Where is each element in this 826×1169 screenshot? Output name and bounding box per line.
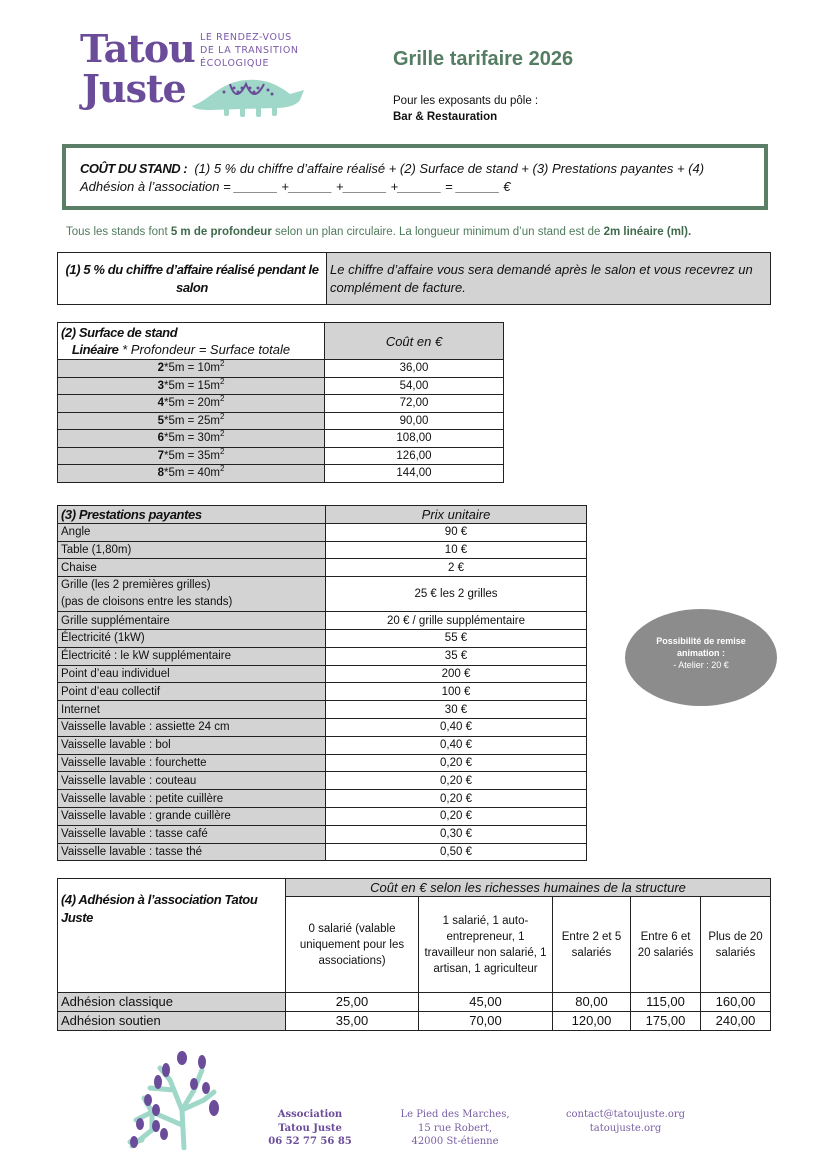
tree-illustration-icon xyxy=(122,1050,222,1150)
logo-tagline: LE RENDEZ-VOUS DE LA TRANSITION ÉCOLOGIQUE xyxy=(200,32,299,69)
cost-formula-box xyxy=(62,144,768,210)
pole-name: Bar & Restauration xyxy=(393,111,498,123)
table-row: Angle 90 € xyxy=(58,523,587,541)
services-header: (3) Prestations payantes xyxy=(58,506,326,524)
column-header: Entre 2 et 5 salariés xyxy=(553,897,631,993)
table-row: Internet 30 € xyxy=(58,701,587,719)
depth-note: Tous les stands font 5 m de profondeur selon un plan circulaire. La longueur minimum d’un stand est de 2m linéaire (ml). xyxy=(66,226,692,238)
table-row: Chaise 2 € xyxy=(58,559,587,577)
turnover-description: Le chiffre d’affaire vous sera demandé après le salon et vous recevrez un complément de facture. xyxy=(327,253,771,305)
table-row: $2*5m = 10m^2$ 36,00 xyxy=(58,360,504,378)
footer-address: Le Pied des Marches, 15 rue Robert, 42000 St-étienne xyxy=(400,1109,510,1147)
page-subtitle: Pour les exposants du pôle : Bar & Restauration xyxy=(393,95,539,123)
membership-group-header: Coût en € selon les richesses humaines de la structure xyxy=(286,879,771,897)
membership-table xyxy=(57,878,771,1031)
column-header: 1 salarié, 1 auto-entrepreneur, 1 travailleur non salarié, 1 artisan, 1 agriculteur xyxy=(419,897,553,993)
turnover-label: (1) 5 % du chiffre d’affaire réalisé pendant le salon xyxy=(58,253,327,305)
table-row: Vaisselle lavable : tasse café 0,30 € xyxy=(58,825,587,843)
table-row: Grille (les 2 premières grilles) (pas de cloisons entre les stands) 25 € les 2 grilles xyxy=(58,577,587,612)
table-row: Vaisselle lavable : couteau 0,20 € xyxy=(58,772,587,790)
table-row: $6*5m = 30m^2$ 108,00 xyxy=(58,430,504,448)
logo-word-tatou: Tatou xyxy=(80,26,195,71)
logo xyxy=(80,28,310,120)
column-header: 0 salarié (valable uniquement pour les associations) xyxy=(286,897,419,993)
membership-header: (4) Adhésion à l’association Tatou Juste xyxy=(58,879,286,993)
phone-number: 06 52 77 56 85 xyxy=(268,1136,352,1147)
cost-formula: (1) 5 % du chiffre d’affaire réalisé + (2) Surface de stand + (3) Prestations payantes + (4) Adhésion à l’association = ______ +______ +______ +______ = ______ € xyxy=(80,161,705,194)
table-row: Électricité : le kW supplémentaire 35 € xyxy=(58,647,587,665)
cost-label: COÛT DU STAND : xyxy=(80,161,188,176)
price-header: Prix unitaire xyxy=(326,506,587,524)
table-row: $5*5m = 25m^2$ 90,00 xyxy=(58,412,504,430)
discount-bubble: Possibilité de remise animation : - Atelier : 20 € xyxy=(625,609,777,706)
armadillo-icon xyxy=(190,70,308,120)
table-row: Point d’eau collectif 100 € xyxy=(58,683,587,701)
services-table xyxy=(57,505,587,861)
table-row: Vaisselle lavable : fourchette 0,20 € xyxy=(58,754,587,772)
turnover-table xyxy=(57,252,771,305)
stand-surface-table xyxy=(57,322,504,483)
cost-header: Coût en € xyxy=(325,323,504,360)
table-row: Grille supplémentaire 20 € / grille supplémentaire xyxy=(58,612,587,630)
footer-contact xyxy=(558,1108,693,1135)
logo-word-juste: Juste xyxy=(82,66,186,111)
table-row: $4*5m = 20m^2$ 72,00 xyxy=(58,395,504,413)
table-row: Adhésion soutien 35,00 70,00 120,00 175,00 240,00 xyxy=(58,1012,771,1031)
surface-header: (2) Surface de stand Linéaire * Profondeur = Surface totale xyxy=(58,323,325,360)
table-row: $3*5m = 15m^2$ 54,00 xyxy=(58,377,504,395)
table-row: $7*5m = 35m^2$ 126,00 xyxy=(58,447,504,465)
table-row: Électricité (1kW) 55 € xyxy=(58,629,587,647)
email-link[interactable]: contact@tatoujuste.org xyxy=(565,1109,686,1120)
footer-association: Association Tatou Juste 06 52 77 56 85 xyxy=(268,1109,352,1147)
table-row: Point d’eau individuel 200 € xyxy=(58,665,587,683)
table-row: Vaisselle lavable : assiette 24 cm 0,40 € xyxy=(58,718,587,736)
table-row: $8*5m = 40m^2$ 144,00 xyxy=(58,465,504,483)
table-row: Vaisselle lavable : bol 0,40 € xyxy=(58,736,587,754)
table-row: Vaisselle lavable : petite cuillère 0,20 € xyxy=(58,790,587,808)
table-row: Adhésion classique 25,00 45,00 80,00 115,00 160,00 xyxy=(58,993,771,1012)
page-title: Grille tarifaire 2026 xyxy=(393,48,574,70)
website-link[interactable]: tatoujuste.org xyxy=(589,1122,662,1134)
table-row: Vaisselle lavable : grande cuillère 0,20 € xyxy=(58,807,587,825)
column-header: Entre 6 et 20 salariés xyxy=(631,897,701,993)
table-row: Table (1,80m) 10 € xyxy=(58,541,587,559)
column-header: Plus de 20 salariés xyxy=(701,897,771,993)
table-row: Vaisselle lavable : tasse thé 0,50 € xyxy=(58,843,587,861)
